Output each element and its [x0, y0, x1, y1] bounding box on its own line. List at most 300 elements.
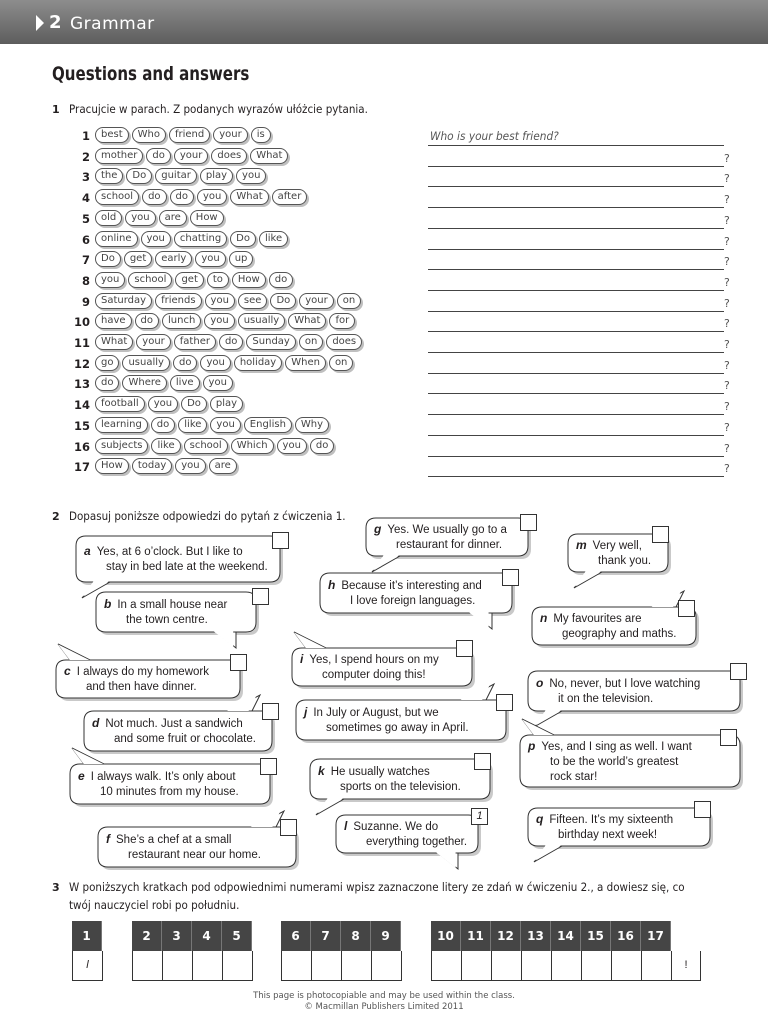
- speech-bubble-f: [98, 827, 296, 867]
- bubble-letter: q: [536, 812, 544, 826]
- word-pills: [95, 313, 355, 329]
- answer-line[interactable]: [428, 435, 724, 436]
- answer-line[interactable]: [428, 166, 724, 167]
- answer-line[interactable]: [428, 228, 724, 229]
- grid-number-cell: 9: [371, 921, 401, 951]
- bubble-letter: o: [536, 676, 544, 690]
- word-pill: learning: [95, 417, 148, 433]
- grid-number-cell: 2: [132, 921, 162, 951]
- grid-number-cell: 12: [491, 921, 521, 951]
- row-number: 15: [73, 418, 90, 433]
- word-pill: Do: [126, 168, 152, 184]
- grid-answer-cell[interactable]: [461, 951, 492, 981]
- word-pill: do: [310, 438, 334, 454]
- bubble-letter: p: [528, 739, 536, 753]
- word-pill: are: [159, 210, 187, 226]
- word-pill: do: [269, 272, 293, 288]
- question-row: [60, 417, 740, 437]
- bubble-line-1: Because it’s interesting and: [341, 580, 482, 592]
- bubble-letter: e: [78, 769, 85, 783]
- bubble-text: [318, 764, 461, 795]
- grid-number-cell: 17: [641, 921, 671, 951]
- word-pill: Do: [230, 231, 256, 247]
- unit-number: 2: [49, 12, 62, 33]
- grid-answer-cell[interactable]: [491, 951, 522, 981]
- row-number: 13: [73, 377, 90, 392]
- question-row: [60, 438, 740, 458]
- word-pill: are: [209, 458, 237, 474]
- row-number: 17: [73, 460, 90, 475]
- answer-box-h[interactable]: [502, 569, 519, 586]
- word-pill: What: [288, 313, 326, 329]
- word-pills: [95, 355, 353, 371]
- word-pill: your: [174, 148, 209, 164]
- word-pill: do: [151, 417, 175, 433]
- question-row: [60, 251, 740, 271]
- word-pill: Why: [295, 417, 329, 433]
- bubble-letter: b: [104, 597, 112, 611]
- answer-box-b[interactable]: [252, 588, 269, 605]
- answer-line[interactable]: [428, 393, 724, 394]
- answer-box-n[interactable]: [678, 600, 695, 617]
- grid-number-cell: 7: [311, 921, 341, 951]
- bubble-line-2: 10 minutes from my house.: [100, 786, 239, 798]
- bubble-text: [344, 819, 467, 850]
- bubble-letter: c: [64, 664, 71, 678]
- question-mark: ?: [724, 234, 730, 248]
- grid-number-cell: 11: [461, 921, 491, 951]
- word-pill: to: [207, 272, 229, 288]
- question-row: [60, 168, 740, 188]
- bubble-line-2: the town centre.: [126, 614, 208, 626]
- word-pill: best: [95, 127, 129, 143]
- bubble-line-2: thank you.: [598, 555, 652, 567]
- word-pill: you: [141, 231, 171, 247]
- bubble-line-1: Yes, at 6 o’clock. But I like to: [96, 546, 243, 558]
- bubble-line-1: No, never, but I love watching: [549, 678, 701, 690]
- answer-box-c[interactable]: [230, 654, 247, 671]
- question-mark: ?: [724, 151, 730, 165]
- answer-line[interactable]: [428, 145, 724, 146]
- question-row: [60, 375, 740, 395]
- question-mark: ?: [724, 420, 730, 434]
- bubble-line-1: She’s a chef at a small: [116, 834, 232, 846]
- speech-bubble-j: [296, 700, 506, 740]
- grid-answer-cell[interactable]: [281, 951, 312, 981]
- footer-line2: © Macmillan Publishers Limited 2011: [304, 1002, 464, 1012]
- word-pill: Which: [231, 438, 274, 454]
- bubble-text: [374, 522, 507, 553]
- bubble-letter: a: [84, 544, 91, 558]
- answer-line[interactable]: [428, 249, 724, 250]
- grid-answer-cell[interactable]: [341, 951, 372, 981]
- bubble-text: [540, 611, 676, 642]
- grid-number-cell: 10: [431, 921, 461, 951]
- row-number: 2: [81, 149, 90, 164]
- word-pill: you: [148, 396, 178, 412]
- word-pill: Where: [122, 375, 166, 391]
- word-pill: What: [250, 148, 288, 164]
- question-mark: ?: [724, 462, 730, 476]
- word-pill: have: [95, 313, 132, 329]
- word-pill: do: [135, 313, 159, 329]
- bubble-tail-fill: [436, 852, 456, 868]
- word-pill: do: [146, 148, 170, 164]
- speech-bubble-c: [56, 660, 240, 698]
- bubble-line-1: In a small house near: [117, 599, 228, 611]
- bubble-letter: d: [92, 716, 100, 730]
- answer-box-p[interactable]: [720, 729, 737, 746]
- bubble-line-2: and then have dinner.: [86, 681, 197, 693]
- bubble-text: [304, 705, 469, 736]
- word-pills: [95, 231, 288, 247]
- word-pill: your: [136, 334, 171, 350]
- word-pill: subjects: [95, 438, 148, 454]
- bubble-letter: j: [304, 705, 308, 719]
- exercise-1-instruction: Pracujcie w parach. Z podanych wyrazów ułóżcie pytania.: [69, 102, 368, 116]
- grid-answer-cell[interactable]: [371, 951, 402, 981]
- footer: [0, 991, 768, 1013]
- answer-box-q[interactable]: [694, 801, 711, 818]
- answer-box-g[interactable]: [520, 514, 537, 531]
- bubble-line-2: sports on the television.: [340, 781, 461, 793]
- answer-line[interactable]: [428, 373, 724, 374]
- word-pills: [95, 168, 266, 184]
- speech-bubble-e: [70, 764, 270, 804]
- word-pill: you: [197, 189, 227, 205]
- question-row: [60, 231, 740, 251]
- row-number: 6: [81, 232, 90, 247]
- answer-line[interactable]: [428, 269, 724, 270]
- word-pill: do: [219, 334, 243, 350]
- word-pill: like: [259, 231, 288, 247]
- bubble-line-2: sometimes go away in April.: [326, 722, 469, 734]
- bubble-tail-fill: [469, 612, 489, 628]
- word-pills: [95, 210, 224, 226]
- word-pill: you: [125, 210, 155, 226]
- word-pills: [95, 189, 307, 205]
- question-mark: ?: [724, 296, 730, 310]
- grid-end-cell: !: [671, 951, 701, 981]
- word-pill: Do: [181, 396, 207, 412]
- question-mark: ?: [724, 213, 730, 227]
- arrow-icon: [36, 15, 44, 31]
- bubble-line-1: Fifteen. It’s my sixteenth: [549, 814, 674, 826]
- word-pill: How: [95, 458, 129, 474]
- word-pill: see: [238, 293, 268, 309]
- word-pill: on: [329, 355, 353, 371]
- grid-answer-cell[interactable]: [551, 951, 582, 981]
- exercise-3-number: 3: [52, 881, 60, 894]
- answer-line[interactable]: [428, 476, 724, 477]
- word-pill: Do: [270, 293, 296, 309]
- answer-line[interactable]: [428, 352, 724, 353]
- grid-number-cell: 1: [72, 921, 102, 951]
- word-pill: mother: [95, 148, 143, 164]
- word-pill: you: [203, 375, 233, 391]
- row-number: 12: [73, 356, 90, 371]
- grid-number-cell: 3: [162, 921, 192, 951]
- row-number: 7: [81, 253, 90, 268]
- question-mark: ?: [724, 338, 730, 351]
- bubble-text: [536, 812, 673, 843]
- question-row: [60, 272, 740, 292]
- word-pill: does: [326, 334, 362, 350]
- bubble-line-3: rock star!: [550, 771, 598, 783]
- word-pill: you: [95, 272, 125, 288]
- word-pills: [95, 272, 293, 288]
- word-pill: like: [151, 438, 180, 454]
- answer-line[interactable]: [428, 207, 724, 208]
- word-pill: for: [329, 313, 355, 329]
- word-pill: the: [95, 168, 123, 184]
- bubble-text: [64, 664, 209, 695]
- word-pill: How: [232, 272, 266, 288]
- word-pill: you: [277, 438, 307, 454]
- bubble-letter: g: [374, 522, 382, 536]
- bubble-letter: n: [540, 611, 548, 625]
- exercise-3-instruction-line1: W poniższych kratkach pod odpowiednimi numerami wpisz zaznaczone litery ze zdań w ćwiczeniu 2., a dowiesz się, co: [69, 880, 685, 894]
- answer-line[interactable]: [428, 414, 724, 415]
- grid-answer-cell[interactable]: [611, 951, 642, 981]
- exercise-2-number: 2: [52, 510, 60, 523]
- word-pills: [95, 438, 334, 454]
- speech-bubble-d: [84, 711, 272, 751]
- speech-bubble-h: [320, 573, 512, 613]
- answer-box-k[interactable]: [474, 753, 491, 770]
- row-number: 4: [81, 191, 90, 206]
- grid-answer-cell[interactable]: [192, 951, 223, 981]
- word-pills: [95, 148, 288, 164]
- word-pill: friend: [169, 127, 210, 143]
- question-row: [60, 127, 740, 147]
- bubble-line-2: birthday next week!: [558, 829, 658, 841]
- bubble-text: [536, 676, 700, 707]
- bubble-text: [92, 716, 256, 747]
- answer-line[interactable]: [428, 311, 724, 312]
- answer-box-e[interactable]: [260, 758, 277, 775]
- question-row: [60, 293, 740, 313]
- question-row: [60, 313, 740, 333]
- word-pill: Who: [132, 127, 166, 143]
- bubble-line-1: Yes, I spend hours on my: [309, 654, 439, 666]
- grid-answer-cell[interactable]: [132, 951, 163, 981]
- word-pill: your: [213, 127, 248, 143]
- bubble-text: [528, 739, 692, 785]
- row-number: 14: [73, 398, 90, 413]
- bubble-letter: i: [300, 652, 304, 666]
- word-pill: usually: [238, 313, 286, 329]
- word-pill: like: [178, 417, 207, 433]
- bubble-line-2: it on the television.: [558, 693, 654, 705]
- answer-line[interactable]: [428, 186, 724, 187]
- bubble-line-2: everything together.: [366, 836, 468, 848]
- word-pill: online: [95, 231, 138, 247]
- grid-number-cell: 16: [611, 921, 641, 951]
- page-title: Questions and answers: [52, 63, 250, 85]
- speech-bubble-q: [528, 808, 710, 846]
- speech-bubble-b: [96, 592, 256, 632]
- word-pill: Saturday: [95, 293, 152, 309]
- word-pill: friends: [155, 293, 201, 309]
- word-pill: guitar: [155, 168, 197, 184]
- question-mark: ?: [724, 379, 730, 393]
- word-pill: is: [251, 127, 271, 143]
- answer-box-d[interactable]: [262, 703, 279, 720]
- speech-bubble-n: [532, 607, 696, 645]
- speech-bubble-i: [292, 648, 472, 686]
- bubble-line-2: restaurant near our home.: [128, 849, 261, 861]
- bubble-text: [576, 538, 651, 569]
- bubble-line-2: to be the world’s greatest: [550, 756, 679, 768]
- word-pill: get: [175, 272, 203, 288]
- grid-answer-cell[interactable]: l: [72, 951, 103, 981]
- bubble-letter: m: [576, 538, 587, 552]
- word-pill: play: [200, 168, 233, 184]
- word-pill: Sunday: [246, 334, 295, 350]
- answer-line[interactable]: [428, 331, 724, 332]
- row-number: 10: [73, 315, 90, 330]
- word-pill: play: [210, 396, 243, 412]
- grid-number-cell: 5: [222, 921, 252, 951]
- word-pill: you: [195, 251, 225, 267]
- question-mark: ?: [724, 441, 730, 455]
- answer-box-j[interactable]: [496, 694, 513, 711]
- word-pill: you: [175, 458, 205, 474]
- grid-number-cell: 15: [581, 921, 611, 951]
- bubble-text: [84, 544, 268, 575]
- word-pill: on: [337, 293, 361, 309]
- word-pills: [95, 417, 329, 433]
- answer-line[interactable]: [428, 456, 724, 457]
- speech-bubble-l: [336, 815, 478, 853]
- bubble-text: [106, 832, 261, 863]
- answer-line[interactable]: [428, 290, 724, 291]
- word-pill: get: [124, 251, 152, 267]
- question-row: [60, 458, 740, 478]
- word-pills: [95, 251, 253, 267]
- header-bar: [0, 0, 768, 44]
- word-pill: on: [299, 334, 323, 350]
- grid-answer-cell[interactable]: [581, 951, 612, 981]
- word-pill: you: [210, 417, 240, 433]
- question-mark: ?: [724, 400, 730, 414]
- word-pill: father: [174, 334, 216, 350]
- word-pill: you: [200, 355, 230, 371]
- word-pill: Do: [95, 251, 121, 267]
- grid-number-cell: 8: [341, 921, 371, 951]
- question-mark: ?: [724, 317, 730, 331]
- bubble-line-1: Suzanne. We do: [353, 821, 439, 833]
- word-pill: chatting: [174, 231, 227, 247]
- question-mark: ?: [724, 358, 730, 372]
- word-pill: go: [95, 355, 119, 371]
- word-pill: old: [95, 210, 122, 226]
- grid-answer-cell[interactable]: [311, 951, 342, 981]
- speech-bubble-a: [76, 536, 280, 582]
- word-pill: school: [184, 438, 228, 454]
- word-pill: What: [95, 334, 133, 350]
- word-pill: When: [285, 355, 326, 371]
- row-number: 3: [81, 170, 90, 185]
- word-pill: holiday: [234, 355, 282, 371]
- word-pill: does: [211, 148, 247, 164]
- question-row: [60, 210, 740, 230]
- answer-box-m[interactable]: [652, 526, 669, 543]
- section-title: Grammar: [70, 14, 155, 34]
- word-pill: do: [142, 189, 166, 205]
- grid-answer-cell[interactable]: [521, 951, 552, 981]
- word-pill: do: [173, 355, 197, 371]
- word-pill: usually: [122, 355, 170, 371]
- bubble-line-1: I always do my homework: [76, 666, 209, 678]
- word-pills: [95, 293, 361, 309]
- bubble-line-1: Yes, and I sing as well. I want: [541, 741, 692, 753]
- bubble-letter: k: [318, 764, 325, 778]
- answer-box-f[interactable]: [280, 819, 297, 836]
- row-number: 16: [73, 439, 90, 454]
- grid-answer-cell[interactable]: [162, 951, 193, 981]
- word-pill: school: [95, 189, 139, 205]
- word-pills: [95, 127, 271, 143]
- answer-box-o[interactable]: [730, 663, 747, 680]
- grid-number-cell: 6: [281, 921, 311, 951]
- bubble-line-1: My favourites are: [553, 613, 642, 625]
- word-pills: [95, 334, 362, 350]
- word-pill: you: [205, 293, 235, 309]
- bubble-line-1: I always walk. It’s only about: [90, 771, 236, 783]
- grid-answer-cell[interactable]: [641, 951, 672, 981]
- speech-bubble-k: [310, 759, 490, 799]
- grid-number-cell: 4: [192, 921, 222, 951]
- bubble-line-2: and some fruit or chocolate.: [114, 733, 256, 745]
- grid-number-cell: 14: [551, 921, 581, 951]
- word-pills: [95, 375, 233, 391]
- bubble-line-1: In July or August, but we: [313, 707, 439, 719]
- answer-box-l[interactable]: 1: [471, 808, 488, 825]
- bubble-letter: l: [344, 819, 348, 833]
- bubble-line-2: stay in bed late at the weekend.: [106, 561, 268, 573]
- question-mark: ?: [724, 172, 730, 186]
- word-pill: lunch: [162, 313, 201, 329]
- word-pill: you: [236, 168, 266, 184]
- word-pill: school: [128, 272, 172, 288]
- grid-answer-cell[interactable]: [222, 951, 253, 981]
- bubble-text: [104, 597, 227, 628]
- speech-bubble-p: [520, 735, 740, 787]
- word-pill: do: [170, 189, 194, 205]
- question-row: [60, 189, 740, 209]
- answer-box-a[interactable]: [272, 532, 289, 549]
- bubble-line-2: restaurant for dinner.: [396, 539, 503, 551]
- answer-box-i[interactable]: [456, 640, 473, 657]
- question-mark: ?: [724, 255, 730, 269]
- bubble-line-2: geography and maths.: [562, 628, 677, 640]
- bubble-line-1: Very well,: [592, 540, 642, 552]
- word-pills: [95, 458, 237, 474]
- grid-number-cell: 13: [521, 921, 551, 951]
- row-number: 9: [81, 294, 90, 309]
- footer-line1: This page is photocopiable and may be used within the class.: [253, 991, 515, 1001]
- bubble-letter: f: [106, 832, 110, 846]
- word-pill: after: [272, 189, 308, 205]
- exercise-3-instruction-line2: twój nauczyciel robi po południu.: [69, 898, 240, 912]
- grid-answer-cell[interactable]: [431, 951, 462, 981]
- bubble-line-1: Yes. We usually go to a: [387, 524, 507, 536]
- word-pill: early: [155, 251, 192, 267]
- question-row: [60, 355, 740, 375]
- word-pill: your: [299, 293, 334, 309]
